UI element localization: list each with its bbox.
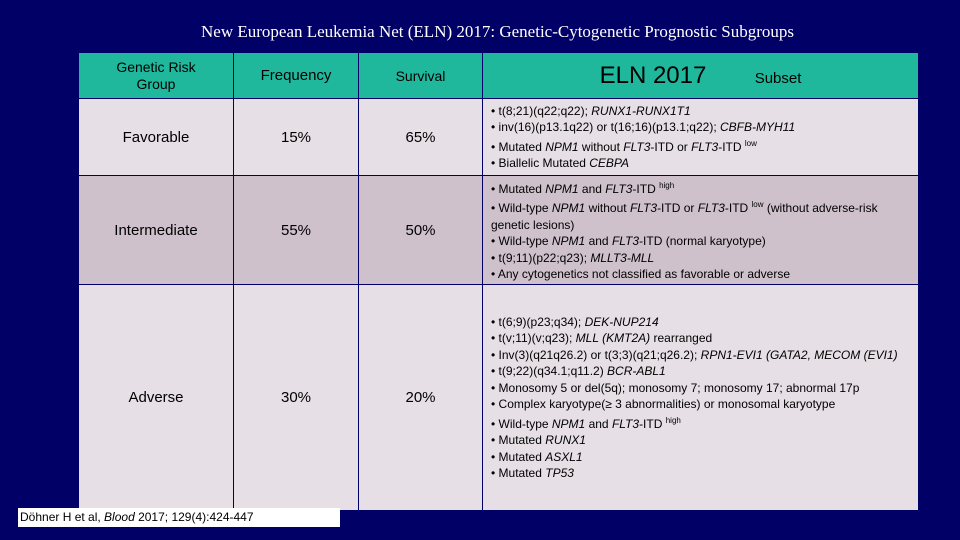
header-group-line2: Group	[136, 75, 176, 92]
cell-group: Adverse	[79, 285, 234, 511]
cell-frequency: 15%	[234, 99, 359, 176]
subset-item: • Mutated ASXL1	[491, 449, 583, 464]
subset-item: • Any cytogenetics not classified as favorable or adverse	[491, 267, 791, 281]
cell-survival: 65%	[359, 99, 483, 176]
cell-subsets	[483, 176, 919, 285]
subset-item: • Complex karyotype(≥ 3 abnormalities) or monosomal karyotype	[491, 397, 836, 411]
slide-title: New European Leukemia Net (ELN) 2017: Genetic-Cytogenetic Prognostic Subgroups	[201, 22, 794, 41]
header-group-line1: Genetic Risk	[116, 58, 196, 75]
subset-item: • inv(16)(p13.1q22) or t(16;16)(p13.1;q22); CBFB-MYH11	[491, 120, 796, 134]
header-eln-subset	[483, 53, 919, 99]
header-eln-2017: ELN 2017	[599, 61, 707, 89]
cell-frequency: 55%	[234, 176, 359, 285]
cell-subsets	[483, 99, 919, 176]
eln-risk-table	[78, 52, 919, 511]
subset-item: • Wild-type NPM1 and FLT3-ITD $^{high}$	[491, 415, 681, 431]
table-row-favorable	[79, 99, 919, 176]
subset-item: • Inv(3)(q21q26.2) or t(3;3)(q21;q26.2); RPN1-EVI1 (GATA2, MECOM (EVI1)	[491, 347, 898, 362]
cell-subsets	[483, 285, 919, 511]
table-row-adverse	[79, 285, 919, 511]
cell-group: Intermediate	[79, 176, 234, 285]
cell-group: Favorable	[79, 99, 234, 176]
cell-survival: 50%	[359, 176, 483, 285]
citation: Döhner H et al, Blood 2017; 129(4):424-447	[18, 508, 340, 527]
subset-item: • t(v;11)(v;q23); MLL (KMT2A) rearranged	[491, 331, 713, 345]
subset-item: • Wild-type NPM1 without FLT3-ITD or FLT3-ITD $^{low}$ (without adverse-risk genetic lesions)	[491, 200, 878, 232]
header-survival: Survival	[359, 53, 483, 99]
subset-item: • Biallelic Mutated CEBPA	[491, 156, 630, 170]
cell-frequency: 30%	[234, 285, 359, 511]
subset-item: • Mutated RUNX1	[491, 433, 586, 447]
subset-item: • Mutated TP53	[491, 466, 574, 480]
subset-item: • Mutated NPM1 without FLT3-ITD or FLT3-ITD $^{low}$	[491, 138, 757, 154]
subset-item: • t(6;9)(p23;q34); DEK-NUP214	[491, 314, 659, 329]
subset-item: • t(9;11)(p22;q23); MLLT3-MLL	[491, 250, 655, 265]
header-frequency: Frequency	[234, 53, 359, 99]
header-subset: Subset	[754, 69, 802, 87]
cell-survival: 20%	[359, 285, 483, 511]
subset-item: • Monosomy 5 or del(5q); monosomy 7; monosomy 17; abnormal 17p	[491, 380, 860, 395]
header-genetic-risk-group	[79, 53, 234, 99]
subset-item: • t(8;21)(q22;q22); RUNX1-RUNX1T1	[491, 103, 691, 118]
subset-item: • Mutated NPM1 and FLT3-ITD $^{high}$	[491, 180, 675, 196]
subset-item: • Wild-type NPM1 and FLT3-ITD (normal karyotype)	[491, 234, 766, 248]
subset-item: • t(9;22)(q34.1;q11.2) BCR-ABL1	[491, 364, 666, 378]
table-header-row	[79, 53, 919, 99]
table-row-intermediate	[79, 176, 919, 285]
